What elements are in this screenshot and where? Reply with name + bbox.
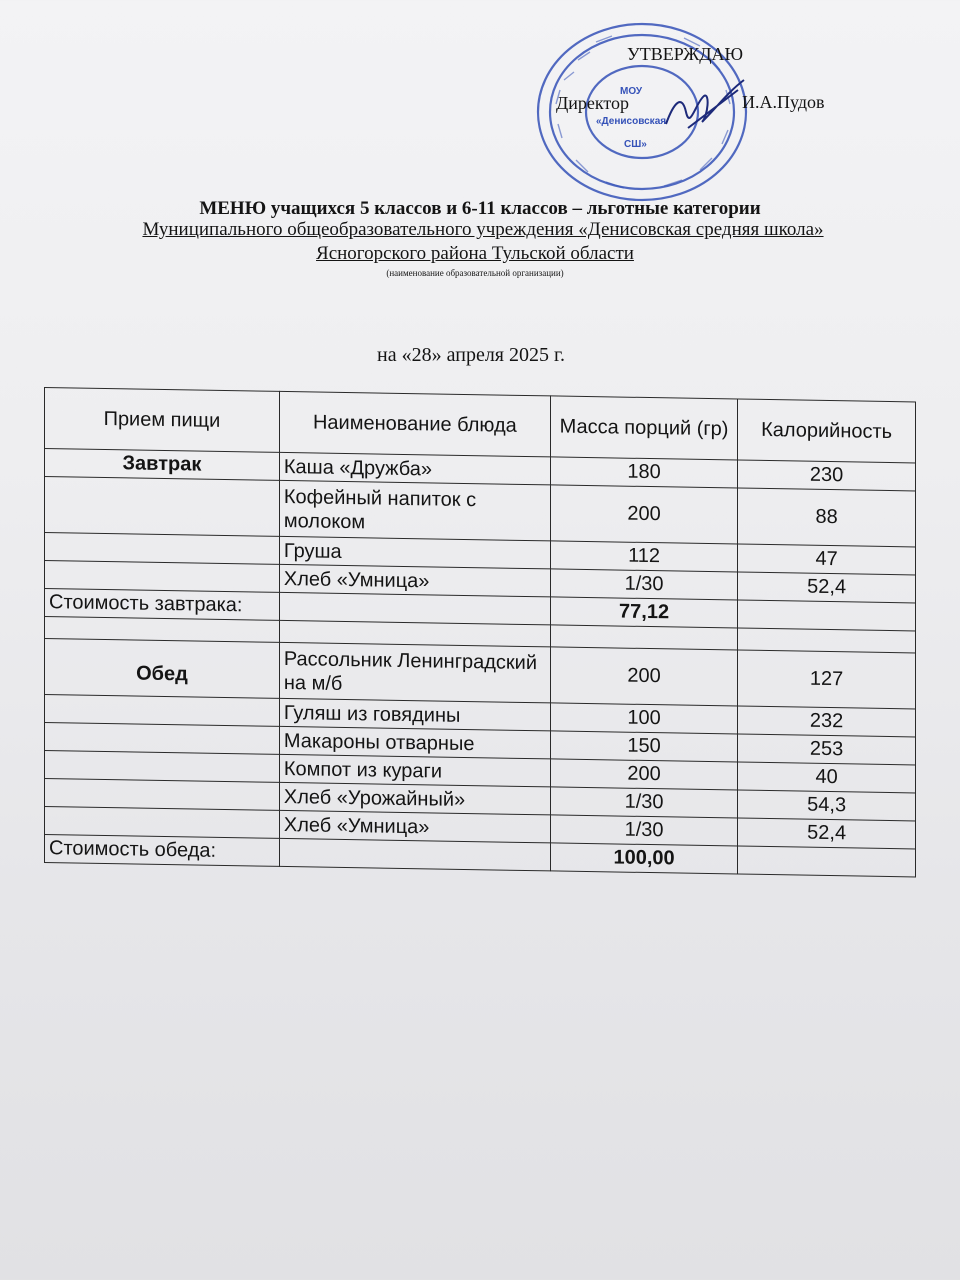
dish-calories: 230	[738, 460, 916, 491]
dish-calories: 52,4	[738, 818, 916, 849]
dish-calories: 54,3	[738, 790, 916, 821]
dish-mass: 200	[550, 485, 737, 544]
dish-mass: 112	[550, 541, 737, 572]
dish-name: Груша	[279, 536, 550, 568]
dish-name: Рассольник Ленинградский на м/б	[279, 642, 550, 702]
dish-calories: 232	[738, 706, 916, 737]
dish-mass: 200	[550, 759, 737, 790]
cost-value: 77,12	[550, 597, 737, 628]
dish-name: Макароны отварные	[279, 726, 550, 758]
dish-name: Кофейный напиток с молоком	[279, 480, 550, 540]
approve-heading: УТВЕРЖДАЮ	[627, 44, 744, 64]
empty-cell	[45, 751, 280, 783]
organization-name: Муниципального общеобразовательного учреждения «Денисовская средняя школа»	[142, 219, 824, 240]
empty-cell	[279, 592, 550, 624]
dish-mass: 100	[550, 703, 737, 734]
meal-lunch: Обед	[45, 639, 280, 699]
header-mass: Масса порций (гр)	[550, 396, 737, 460]
dish-name: Каша «Дружба»	[279, 452, 550, 484]
director-name: И.А.Пудов	[742, 92, 825, 112]
organization-region: Ясногорского района Тульской области	[316, 243, 634, 264]
stamp-center-1: МОУ	[620, 86, 643, 97]
empty-cell	[45, 695, 280, 727]
empty-cell	[45, 533, 280, 565]
dish-mass: 200	[550, 647, 737, 706]
cost-label: Стоимость завтрака:	[45, 589, 280, 621]
organization-note: (наименование образовательной организации)	[386, 268, 564, 278]
menu-table	[44, 387, 916, 877]
dish-calories: 47	[738, 544, 916, 575]
empty-cell	[45, 779, 280, 811]
dish-name: Компот из кураги	[279, 754, 550, 786]
stamp-center-3: СШ»	[624, 139, 647, 150]
empty-cell	[45, 477, 280, 537]
dish-mass: 1/30	[550, 569, 737, 600]
header-dish: Наименование блюда	[279, 391, 550, 456]
dish-calories: 40	[738, 762, 916, 793]
dish-mass: 150	[550, 731, 737, 762]
header-meal: Прием пищи	[45, 388, 280, 453]
dish-name: Хлеб «Урожайный»	[279, 782, 550, 814]
dish-mass: 1/30	[550, 787, 737, 818]
empty-cell	[738, 600, 916, 631]
dish-calories: 88	[738, 488, 916, 547]
meal-breakfast: Завтрак	[45, 449, 280, 481]
empty-cell	[45, 561, 280, 593]
cost-value: 100,00	[550, 843, 737, 874]
dish-calories: 253	[738, 734, 916, 765]
page-title: МЕНЮ учащихся 5 классов и 6-11 классов – льготные категории	[199, 198, 761, 219]
dish-calories: 127	[738, 650, 916, 709]
empty-cell	[45, 807, 280, 839]
director-label: Директор	[556, 93, 630, 113]
header-calories: Калорийность	[738, 399, 916, 463]
empty-cell	[738, 846, 916, 877]
dish-name: Хлеб «Умница»	[279, 810, 550, 842]
stamp-center-2: «Денисовская	[596, 116, 667, 127]
menu-date: на «28» апреля 2025 г.	[377, 344, 565, 366]
dish-name: Хлеб «Умница»	[279, 564, 550, 596]
dish-mass: 1/30	[550, 815, 737, 846]
dish-calories: 52,4	[738, 572, 916, 603]
cost-label: Стоимость обеда:	[45, 835, 280, 867]
empty-cell	[279, 838, 550, 870]
dish-mass: 180	[550, 457, 737, 488]
dish-name: Гуляш из говядины	[279, 698, 550, 730]
empty-cell	[45, 723, 280, 755]
